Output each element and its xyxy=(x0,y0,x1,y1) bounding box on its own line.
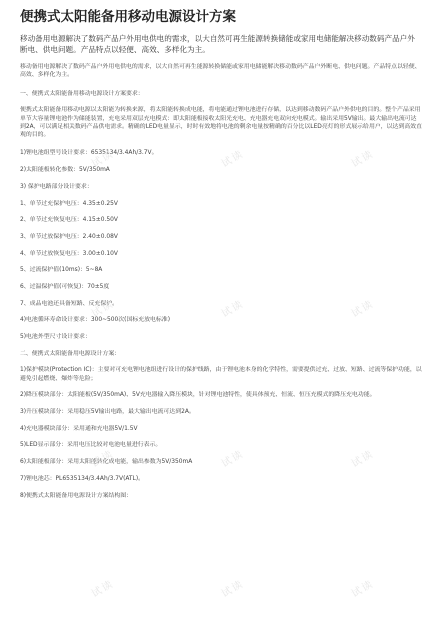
list-item: 6、过温保护值(可恢复)：70±5度 xyxy=(20,283,110,290)
list-item: 7)锂电池芯：PL6535134/3.4Ah/3.7V(ATL)。 xyxy=(20,475,145,482)
watermark: 试读 xyxy=(349,148,377,170)
list-item: 4)充电器模块部分：采用通和充电器5V/1.5V xyxy=(20,425,138,432)
watermark: 试读 xyxy=(219,448,247,470)
watermark: 试读 xyxy=(219,148,247,170)
list-item: 5)LED显示部分：采用电压比较对电池电量进行表示。 xyxy=(20,442,162,449)
list-item: 6)太阳能板部分：采用太阳能转化成电能，输出参数为5V/350mA xyxy=(20,459,193,466)
list-item: 2、单节过充恢复电压：4.15±0.50V xyxy=(20,217,118,224)
list-item: 1)锂电池组型号设计要求：6535134/3.4Ah/3.7V。 xyxy=(20,150,158,157)
section2-heading: 二、便携式太阳能备用电源设计方案： xyxy=(20,350,121,357)
watermark: 试读 xyxy=(89,578,117,600)
intro-paragraph: 移动备用电源解决了数码产品户外用电供电的需求，以大自然可再生能源转换储能或家用电储能解决移动数码产品户外断电、供电问题。产品特点以轻便、高效、多样化为主。 xyxy=(20,64,421,79)
list-item: 7、成品电池还具备短路、反充保护。 xyxy=(20,300,118,307)
list-item: 3、单节过放保护电压：2.40±0.08V xyxy=(20,233,118,240)
section1-body: 便携式太阳能备用移动电源以太阳能为转换来源，将太阳能转换成电能，将电能通过锂电池进行存储，以达到移动数码产品户外供电的目的。整个产品采用单节大容量锂电池作为储能装置，充电采用双层充电模式：即太阳能板接收太阳光充电、充电器充电双向充电模式。输出采用5V输出。最大输出电流可达到2A，可以满足相关数码产品供电需求。精确的LED电量显示，时时有效地将电池的剩余电量按精确的百分比以LED亮灯的形式展示给用户，以达到高效直观的目的。 xyxy=(20,107,422,139)
watermark: 试读 xyxy=(89,298,117,320)
lead-paragraph: 移动备用电源解决了数码产品户外用电供电的需求，以大自然可再生能源转换储能或家用电储能解决移动数码产品户外断电、供电问题。产品特点以轻便、高效、多样化为主。 xyxy=(20,34,415,54)
list-item: 4)电池循环寿命设计要求：300~500次(国标充放电标准) xyxy=(20,317,170,324)
list-item: 1、单节过充保护电压：4.35±0.25V xyxy=(20,200,118,207)
watermark: 试读 xyxy=(89,448,117,470)
section1-heading: 一、便携式太阳能备用移动电源设计方案要求： xyxy=(20,90,144,97)
list-item: 3)升压模块部分：采用稳压5V输出电路，最大输出电流可达到2A。 xyxy=(20,409,195,416)
list-item: 5)电池外型尺寸设计要求： xyxy=(20,334,91,341)
list-item: 5、过流保护值(10ms)：5~8A xyxy=(20,267,103,274)
list-item: 2)太阳能板转化参数：5V/350mA xyxy=(20,167,110,174)
list-item: 2)降压模块部分：太阳能板(5V/350mA)、5V充电器输入降压模块，针对锂电池特性，使具体预充、恒流、恒压充模式的降压充电功能。 xyxy=(20,392,376,399)
watermark: 试读 xyxy=(349,578,377,600)
list-item: 3) 保护电路部分设计要求： xyxy=(20,183,93,190)
watermark: 试读 xyxy=(349,448,377,470)
list-item: 8)便携式太阳能备用电源设计方案结构图： xyxy=(20,492,133,499)
watermark: 试读 xyxy=(89,148,117,170)
watermark: 试读 xyxy=(219,578,247,600)
list-item: 1)保护模块(Protection IC)：主要对可充电锂电池组进行设计的保护线路，由于锂电池本身的化学特性，需要提供过充、过放、短路、过流等保护功能，以避免引起燃烧、爆炸等危险； xyxy=(20,367,422,382)
list-item: 4、单节过放恢复电压：3.00±0.10V xyxy=(20,250,118,257)
document-title: 便携式太阳能备用移动电源设计方案 xyxy=(20,9,236,25)
watermark: 试读 xyxy=(349,298,377,320)
watermark: 试读 xyxy=(219,298,247,320)
